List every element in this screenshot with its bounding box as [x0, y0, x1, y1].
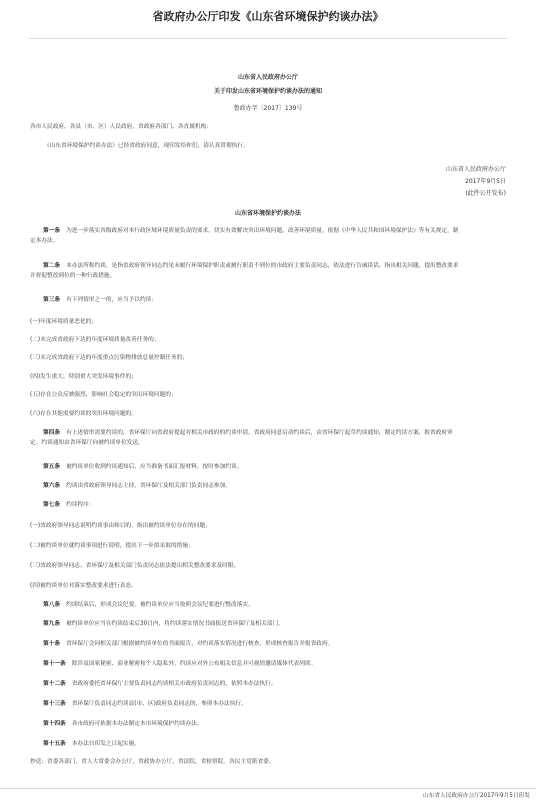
article-4-text: 有上述情形需要约谈的，省环保厅向省政府提起对相关市政府的约谈申请。省政府同意启动约谈后，由省环保厅起草约谈通知，制定约谈方案，报省政府审 — [66, 430, 453, 436]
article-1-label: 第一条 — [43, 228, 61, 234]
notice-doc-number: 鲁政办字〔2017〕139号 — [233, 105, 303, 112]
article-2-label: 第二条 — [43, 263, 61, 269]
article-7-item: (一)省政府领导同志说明约谈事由和目的，指出被约谈单位存在的问题； — [30, 523, 211, 529]
article-3-item: (五)存在公众反映强烈、影响社会稳定的突出环境问题的； — [30, 392, 177, 398]
article-8-text: 约谈结束后，形成会议纪要。被约谈单位应当按照会议纪要进行整改落实。 — [66, 602, 254, 608]
article-5-label: 第五条 — [43, 464, 61, 470]
footer-print-info: 山东省人民政府办公厅2017年9月5日印发 — [422, 793, 530, 799]
article-8-label: 第八条 — [43, 602, 61, 608]
article-3-item: (六)存在其他需要约谈的突出环境问题的。 — [30, 411, 137, 417]
article-6-text: 约谈由省政府领导同志主持，省环保厅及相关部门负责同志参加。 — [66, 483, 231, 489]
article-10-label: 第十条 — [43, 641, 61, 647]
article-2-text: 本办法所称约谈，是指省政府领导同志约见未履行环境保护职责或履行职责不到位的市政府主要负责同志，依法进行告诫谈话、指出相关问题、提出整改要求 — [66, 263, 459, 269]
article-3 — [30, 295, 508, 305]
article-9 — [30, 619, 508, 629]
notice-subject: 关于印发山东省环境保护约谈办法的通知 — [213, 88, 322, 95]
article-14 — [30, 719, 508, 729]
article-11 — [30, 659, 508, 669]
article-7-item: (二)被约谈单位就约谈事项进行说明，提出下一步拟采取的措施； — [30, 543, 194, 549]
page-title: 省政府办公厅印发《山东省环境保护约谈办法》 — [152, 10, 384, 23]
article-7-label: 第七条 — [43, 502, 61, 508]
article-12 — [30, 679, 508, 689]
article-15-label: 第十五条 — [43, 741, 66, 747]
article-4 — [30, 428, 508, 448]
article-12-text: 省政府委托省环保厅主要负责同志约谈相关市政府负责同志的，依照本办法执行。 — [71, 681, 277, 687]
article-14-text: 各市政府可依据本办法制定本市环境保护约谈办法。 — [71, 721, 203, 727]
article-2 — [30, 261, 508, 281]
article-3-item: (一)年度环境质量恶化的； — [30, 319, 97, 325]
article-1-text-cont: 定本办法。 — [30, 238, 59, 244]
notice-sign-date: 2017年9月5日 — [465, 178, 506, 185]
article-12-label: 第十二条 — [43, 681, 66, 687]
cc-list: 抄送：省委各部门，省人大常委会办公厅，省政协办公厅，省法院，省检察院。各民主党派省委。 — [30, 759, 275, 765]
article-5-text: 被约谈单位收到约谈通知后，应当准备书面汇报材料，按时参加约谈。 — [66, 464, 243, 470]
article-2-text-cont: 并督促整改到位的一种行政措施。 — [30, 273, 116, 279]
article-6-label: 第六条 — [43, 483, 61, 489]
footer-divider — [0, 788, 536, 789]
article-7 — [30, 500, 508, 510]
article-3-item: (二)未完成省政府下达的年度环境质量改善任务的； — [30, 337, 160, 343]
article-11-text: 除涉及国家秘密、商业秘密和个人隐私外，约谈应对外公布相关信息并可视情邀请媒体代表列席。 — [71, 661, 317, 667]
article-3-item: (四)发生重大、特别重大突发环境事件的； — [30, 374, 137, 380]
article-13 — [30, 699, 508, 709]
article-4-text-cont: 定。约谈通知由省环保厅向被约谈单位发送。 — [30, 440, 144, 446]
article-5 — [30, 462, 508, 472]
article-11-label: 第十一条 — [43, 661, 66, 667]
rules-heading: 山东省环境保护约谈办法 — [234, 210, 301, 217]
article-3-text: 有下列情形之一的，应当予以约谈： — [66, 297, 158, 303]
article-7-item: (三)省政府领导同志、省环保厅及相关部门负责同志依法提出相关整改要求及时限； — [30, 563, 240, 569]
article-9-label: 第九条 — [43, 621, 61, 627]
title-divider — [28, 38, 508, 39]
article-10 — [30, 639, 508, 649]
article-3-label: 第三条 — [43, 297, 61, 303]
article-13-label: 第十三条 — [43, 701, 66, 707]
article-4-label: 第四条 — [43, 430, 61, 436]
article-1 — [30, 226, 508, 246]
article-15-text: 本办法自印发之日起实施。 — [71, 741, 140, 747]
notice-sign-org: 山东省人民政府办公厅 — [445, 166, 506, 173]
article-6 — [30, 481, 508, 491]
article-9-text: 被约谈单位应当在约谈结束后30日内，将约谈落实情况书面报送省环保厅及相关部门。 — [66, 621, 284, 627]
article-7-item: (四)被约谈单位对落实整改要求进行表态。 — [30, 583, 137, 589]
notice-body: 《山东省环境保护约谈办法》已经省政府同意，现印发给你们，请认真贯彻执行。 — [44, 143, 249, 149]
article-7-text: 约谈程序： — [66, 502, 95, 508]
article-8 — [30, 600, 508, 610]
notice-sign-note: (此件公开发布) — [465, 190, 506, 197]
article-10-text: 省环保厅会同相关部门根据被约谈单位的书面报告，对约谈落实情况进行核查，形成核查报告并报省政府。 — [66, 641, 334, 647]
notice-issuer: 山东省人民政府办公厅 — [237, 74, 298, 81]
article-13-text: 省环保厅负责同志约谈县(市、区)政府负责同志的，参照本办法执行。 — [71, 701, 247, 707]
article-3-item: (三)未完成省政府下达的年度重点污染物排放总量控制任务的； — [30, 355, 188, 361]
article-15 — [30, 739, 508, 749]
article-14-label: 第十四条 — [43, 721, 66, 727]
article-1-text: 为进一步落实各级政府对本行政区域环境质量负责的要求，切实有效解决突出环境问题，改善环境质量，依据《中华人民共和国环境保护法》等有关规定，制 — [66, 228, 459, 234]
notice-addressee: 各市人民政府，各县（市、区）人民政府，省政府各部门、各直属机构： — [30, 124, 212, 130]
